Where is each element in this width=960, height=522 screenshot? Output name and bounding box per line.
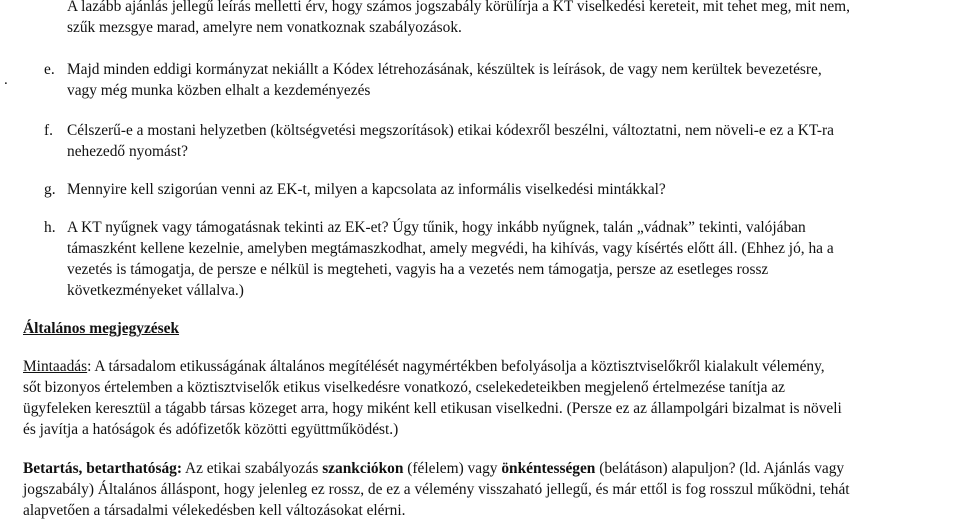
item-h-line-1: A KT nyűgnek vagy támogatásnak tekinti az EK-et? Úgy tűnik, hogy inkább nyűgnek, talán „vádnak” tekinti, valójában [67, 219, 806, 236]
item-g-line-1: Mennyire kell szigorúan venni az EK-t, milyen a kapcsolata az informális viselkedési mintákkal? [67, 181, 666, 198]
item-e-line-2: vagy még munka közben elhalt a kezdeményezés [67, 82, 371, 99]
item-h-line-4: következményeket vállalva.) [67, 282, 244, 299]
item-h-line-2: támaszként kellene kezelnie, amelyben megtámaszkodhat, amely megvédi, ha kihívás, vagy kísértés előtt áll. (Ehhez jó, ha a [67, 240, 834, 257]
mintaadas-line-1: Mintaadás: A társadalom etikusságának általános megítélését nagymértékben befolyásolja a köztisztviselőkről kialakult vélemény, [23, 358, 825, 375]
mintaadas-line-4: és javítja a hatóságok és adófizetők közötti együttműködést.) [23, 421, 399, 438]
item-f-line-2: nehezedő nyomást? [67, 143, 188, 160]
section-heading: Általános megjegyzések [23, 320, 180, 337]
item-f-label: f. [44, 122, 53, 139]
item-g-label: g. [44, 181, 56, 198]
item-h-label: h. [44, 219, 56, 236]
betartas-line-3: alapvetően a társadalmi vélekedésben kell változásokat elérni. [23, 502, 406, 519]
intro-line-2: szűk mezsgye marad, amelyre nem vonatkoznak szabályozások. [67, 19, 462, 36]
item-e-line-1: Majd minden eddigi kormányzat nekiállt a Kódex létrehozásának, készültek is leírások, de vagy nem kerültek bevezetésre, [67, 61, 822, 78]
item-f-line-1: Célszerű-e a mostani helyzetben (költségvetési megszorítások) etikai kódexről beszélni, változtatni, nem növeli-e ez a KT-ra [67, 122, 834, 139]
item-e-label: e. [44, 61, 55, 78]
betartas-line-1: Betartás, betarthatóság: Az etikai szabályozás szankciókon (félelem) vagy önkéntességen (belátáson) alapuljon? (ld. Ajánlás vagy [23, 460, 845, 477]
mintaadas-line-3: ügyfeleken keresztül a tágabb társas közeget arra, hogy miként kell etikusan viselkedni. (Persze ez az állampolgári bizalmat is növeli [23, 400, 842, 417]
margin-mark: . [4, 72, 8, 88]
intro-line-1: A lazább ajánlás jellegű leírás melletti érv, hogy számos jogszabály körülírja a KT viselkedési kereteit, mit tehet meg, mit nem, [67, 0, 850, 15]
betartas-line-2: jogszabály) Általános álláspont, hogy jelenleg ez rossz, de ez a vélemény visszaható jellegű, és már ettől is fog rosszul működni, tehát [23, 481, 850, 498]
betartas-term: Betartás, betarthatóság: [23, 460, 183, 477]
item-h-line-3: vezetés is támogatja, de persze e nélkül is megteheti, vagyis ha a vezetés nem támogatja, persze az esetleges rossz [67, 261, 769, 278]
mintaadas-line-2: sőt bizonyos értelemben a köztisztviselők etikus viselkedésre vonatkozó, cselekedeteikben megjelenő értelmezése tanítja az [23, 379, 785, 396]
mintaadas-term: Mintaadás [23, 358, 88, 375]
